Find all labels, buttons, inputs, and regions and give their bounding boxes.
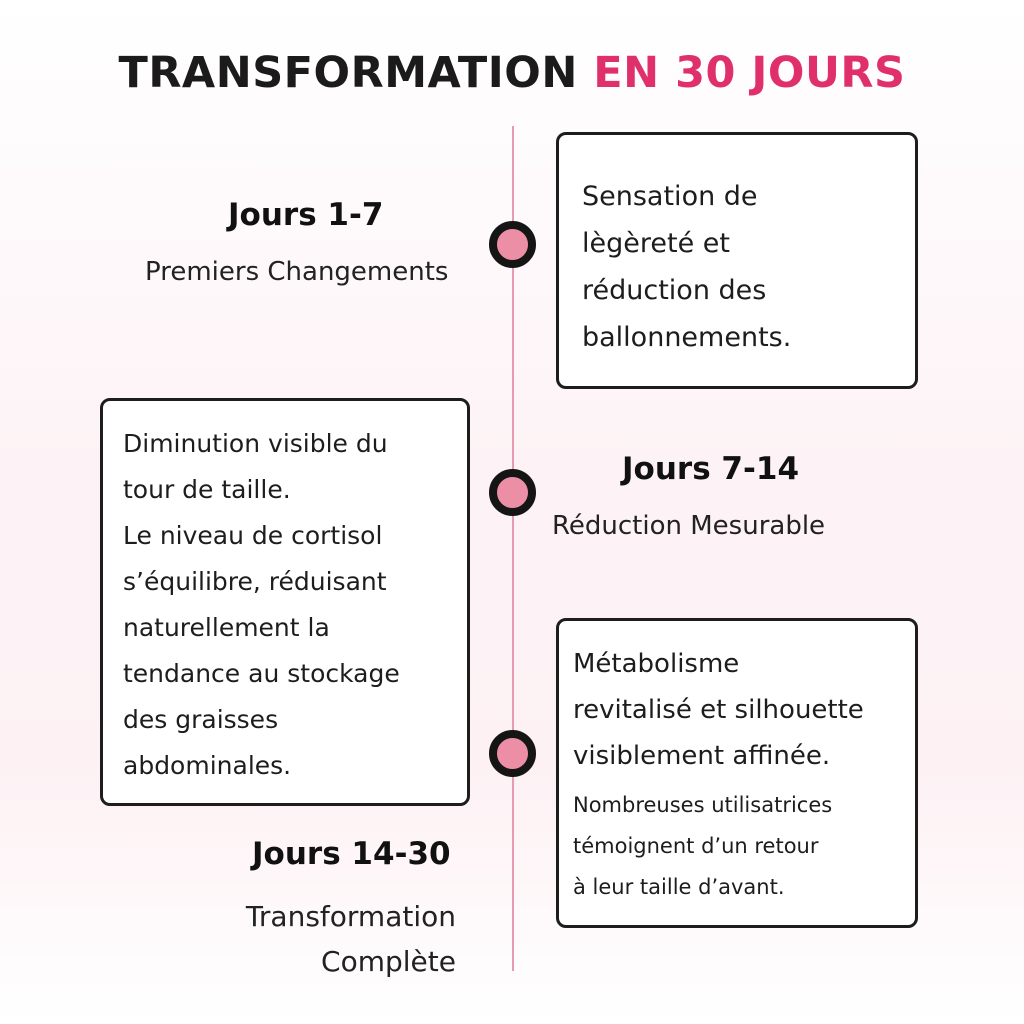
phase-1-heading: Jours 1-7 [228,197,384,233]
phase-1-description-box [556,132,918,389]
phase-2-heading: Jours 7-14 [622,451,800,487]
phase-2-description-box [100,398,470,806]
page-title [0,48,1024,98]
phase-3-heading: Jours 14-30 [252,836,451,872]
phase-3-description-box [556,618,918,928]
phase-3-note: Nombreuses utilisatrices témoignent d’un retour à leur taille d’avant. [573,793,833,899]
timeline-node-3 [489,730,536,777]
timeline-node-2 [489,469,536,516]
phase-3-subtitle: Transformation Complète [245,900,456,978]
title-accent: EN 30 JOURS [593,48,906,98]
phase-3-description: Métabolisme revitalisé et silhouette visiblement affinée. [573,649,864,771]
phase-1-subtitle: Premiers Changements [145,257,449,287]
title-main: TRANSFORMATION [118,48,578,98]
phase-2-subtitle: Réduction Mesurable [552,511,826,541]
phase-2-description: Diminution visible du tour de taille. Le niveau de cortisol s’équilibre, réduisant naturellement la tendance au stockage des graisses abdominales. [123,429,400,780]
phase-1-description: Sensation de lègèreté et réduction des ballonnements. [582,181,792,353]
timeline-node-1 [489,221,536,268]
